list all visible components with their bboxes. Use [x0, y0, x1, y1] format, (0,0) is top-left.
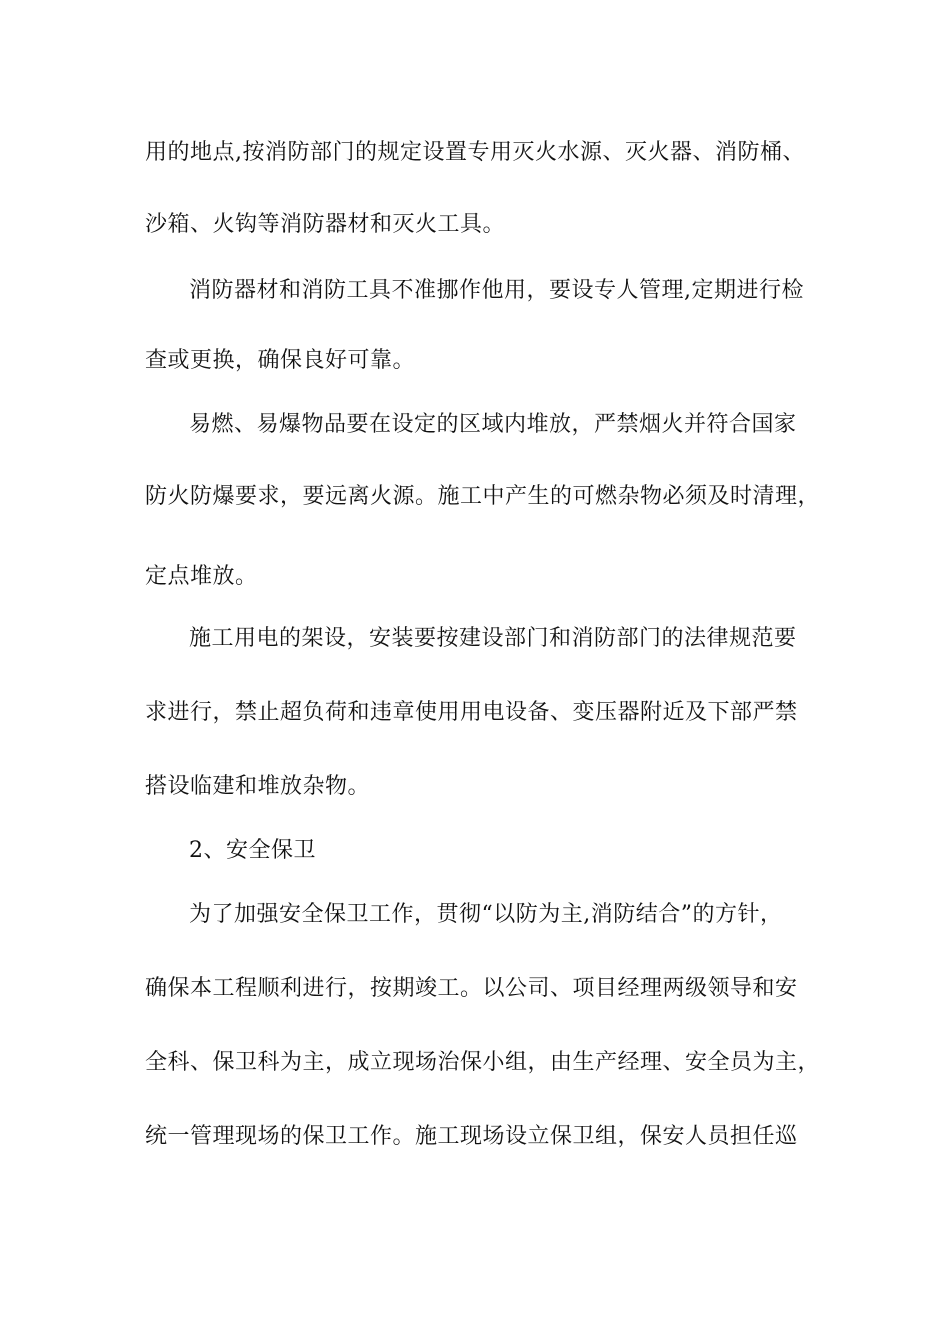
text-line: 定点堆放。: [145, 564, 258, 589]
paragraph-start: 为了加强安全保卫工作，贯彻“以防为主,消防结合”的方针，: [189, 902, 783, 927]
text-line: 沙箱、火钩等消防器材和灭火工具。: [145, 212, 506, 237]
text-line: 确保本工程顺利进行，按期竣工。以公司、项目经理两级领导和安: [145, 976, 798, 1001]
text-line: 搭设临建和堆放杂物。: [145, 774, 371, 799]
section-heading: 2、安全保卫: [189, 838, 316, 863]
text-line: 防火防爆要求，要远离火源。施工中产生的可燃杂物必须及时清理，: [145, 484, 821, 509]
text-line: 统一管理现场的保卫工作。施工现场设立保卫组，保安人员担任巡: [145, 1124, 798, 1149]
paragraph-start: 易燃、易爆物品要在设定的区域内堆放，严禁烟火并符合国家: [189, 412, 797, 437]
text-line: 查或更换，确保良好可靠。: [145, 348, 416, 373]
paragraph-start: 施工用电的架设，安装要按建设部门和消防部门的法律规范要: [189, 626, 797, 651]
text-line: 用的地点,按消防部门的规定设置专用灭火水源、灭火器、消防桶、: [145, 140, 805, 165]
paragraph-start: 消防器材和消防工具不准挪作他用，要设专人管理,定期进行检: [189, 278, 804, 303]
text-line: 全科、保卫科为主，成立现场治保小组，由生产经理、安全员为主，: [145, 1050, 821, 1075]
text-line: 求进行，禁止超负荷和违章使用用电设备、变压器附近及下部严禁: [145, 700, 798, 725]
